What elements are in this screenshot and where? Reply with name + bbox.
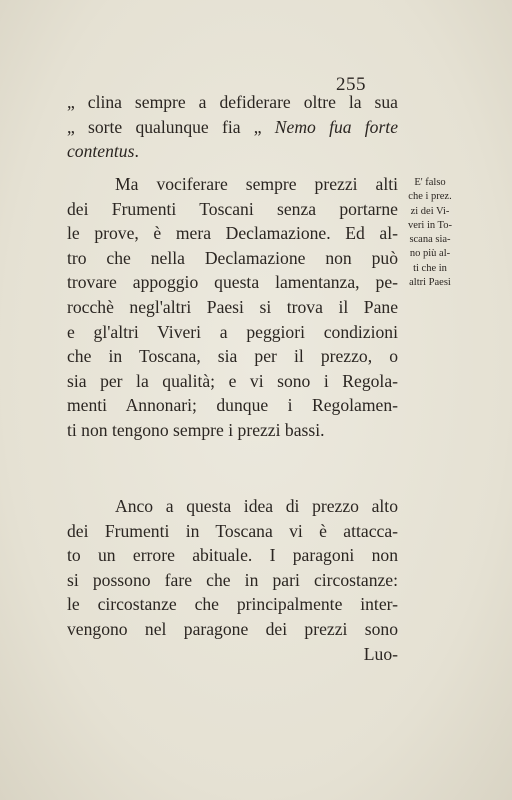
text-line: dei Frumenti in Toscana vi è attacca-: [67, 520, 398, 541]
text-line: trovare appoggio questa lamentanza, pe-: [67, 272, 398, 293]
margin-note-line: scana sia-: [409, 234, 451, 246]
margin-note-line: veri in To-: [408, 219, 452, 231]
page-number: 255: [336, 74, 366, 95]
text-fragment: .: [134, 141, 139, 162]
text-line: e gl'altri Viveri a peggiori condizioni: [67, 321, 398, 342]
margin-note-line: altri Paesi: [409, 277, 451, 289]
catchword: Luo-: [363, 643, 398, 664]
text-fragment: „ sorte qualunque fia „: [67, 116, 262, 137]
latin-quote: Nemo fua forte: [274, 116, 398, 137]
paragraph-prices: [67, 172, 398, 443]
margin-note-line: zi dei Vi-: [410, 205, 450, 217]
text-line: tro che nella Declamazione non può: [67, 247, 398, 268]
text-line: ti non tengono sempre i prezzi bassi.: [67, 419, 325, 440]
text-line: sia per la qualità; e vi sono i Regola-: [67, 370, 398, 391]
text-line: [67, 115, 398, 140]
margin-note-line: che i prez.: [408, 191, 452, 203]
paragraph-comparison: [67, 494, 398, 666]
text-line: si possono fare che in pari circostanze:: [67, 569, 398, 590]
text-line: Ma vociferare sempre prezzi alti: [115, 174, 398, 194]
text-line: „ clina sempre a defiderare oltre la sua: [67, 92, 398, 112]
text-line: le prove, è mera Declamazione. Ed al-: [67, 223, 398, 244]
margin-note-line: no più al-: [409, 248, 451, 260]
text-line: to un errore abituale. I paragoni non: [67, 545, 398, 566]
text-line: menti Annonari; dunque i Regolamen-: [67, 395, 398, 416]
text-line: che in Toscana, sia per il prezzo, o: [67, 346, 398, 367]
text-line: Anco a questa idea di prezzo alto: [115, 496, 398, 516]
text-line: rocchè negl'altri Paesi si trova il Pane: [67, 296, 398, 317]
margin-note-line: ti che in: [413, 262, 447, 274]
text-line: vengono nel paragone dei prezzi sono: [67, 618, 398, 639]
paragraph-quotation-end: [67, 90, 398, 164]
marginal-note: [398, 176, 462, 290]
text-line: dei Frumenti Toscani senza portarne: [67, 198, 398, 219]
text-line: le circostanze che principalmente inter-: [67, 594, 398, 615]
latin-quote-end: contentus: [67, 141, 135, 162]
margin-note-line: E' falso: [414, 177, 446, 188]
text-line: [67, 139, 398, 164]
